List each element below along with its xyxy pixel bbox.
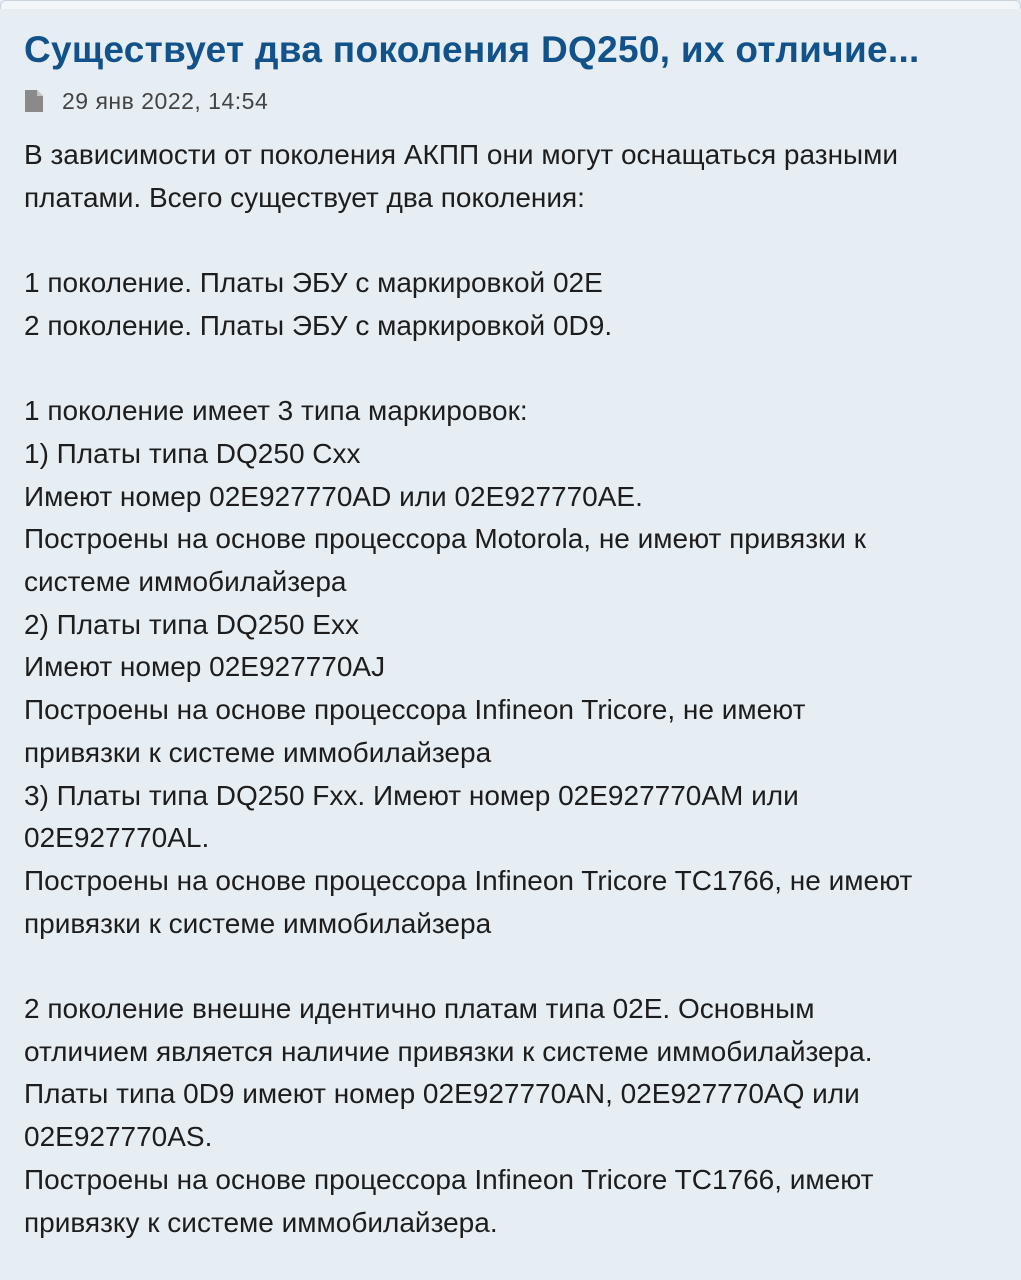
- content-line: системе иммобилайзера: [24, 566, 347, 597]
- content-line: Имеют номер 02E927770AJ: [24, 651, 386, 683]
- post-title[interactable]: Существует два поколения DQ250, их отличие...: [24, 29, 920, 70]
- post-date: 29 янв 2022, 14:54: [62, 87, 269, 114]
- content-line: Построены на основе процессора Infineon Tricore TC1766, имеют: [24, 1163, 874, 1195]
- content-line: 2 поколение внешне идентично платам типа 02E. Основным: [24, 993, 815, 1025]
- content-line: 02E927770AS.: [24, 1121, 213, 1153]
- post-meta: [24, 86, 1009, 116]
- content-line: В зависимости от поколения АКПП они могут оснащаться разными: [24, 139, 899, 170]
- content-line: 1) Платы типа DQ250 Cxx: [24, 437, 361, 469]
- content-line: Платы типа 0D9 имеют номер 02E927770AN, 02E927770AQ или: [24, 1078, 860, 1110]
- paragraph-gap: [24, 348, 1009, 391]
- content-line: платами. Всего существует два поколения:: [24, 181, 585, 213]
- content-line: Имеют номер 02E927770AD или 02E927770AE.: [24, 480, 643, 512]
- content-line: Построены на основе процессора Motorola, не имеют привязки к: [24, 523, 866, 555]
- content-line: 3) Платы типа DQ250 Fxx. Имеют номер 02E927770AM или: [24, 779, 799, 811]
- content-line: Построены на основе процессора Infineon Tricore TC1766, не имеют: [24, 864, 913, 896]
- content-line: 1 поколение имеет 3 типа маркировок:: [24, 395, 528, 427]
- content-line: привязки к системе иммобилайзера: [24, 736, 492, 768]
- content-line: 2) Платы типа DQ250 Exx: [24, 608, 359, 640]
- content-line: Построены на основе процессора Infineon Tricore, не имеют: [24, 694, 806, 726]
- paragraph-gap: [24, 945, 1009, 988]
- content-line: привязки к системе иммобилайзера: [24, 907, 492, 939]
- content-line: 1 поколение. Платы ЭБУ с маркировкой 02E: [24, 267, 603, 299]
- content-line: привязку к системе иммобилайзера.: [24, 1206, 498, 1238]
- paragraph-gap: [24, 219, 1009, 262]
- forum-post: [24, 26, 1009, 1244]
- document-icon[interactable]: [24, 89, 44, 113]
- content-line: 2 поколение. Платы ЭБУ с маркировкой 0D9.: [24, 309, 613, 341]
- content-line: 02E927770AL.: [24, 822, 210, 854]
- content-line: отличием является наличие привязки к системе иммобилайзера.: [24, 1035, 873, 1067]
- post-content: [24, 134, 1009, 1244]
- panel-top-border: [0, 0, 1021, 9]
